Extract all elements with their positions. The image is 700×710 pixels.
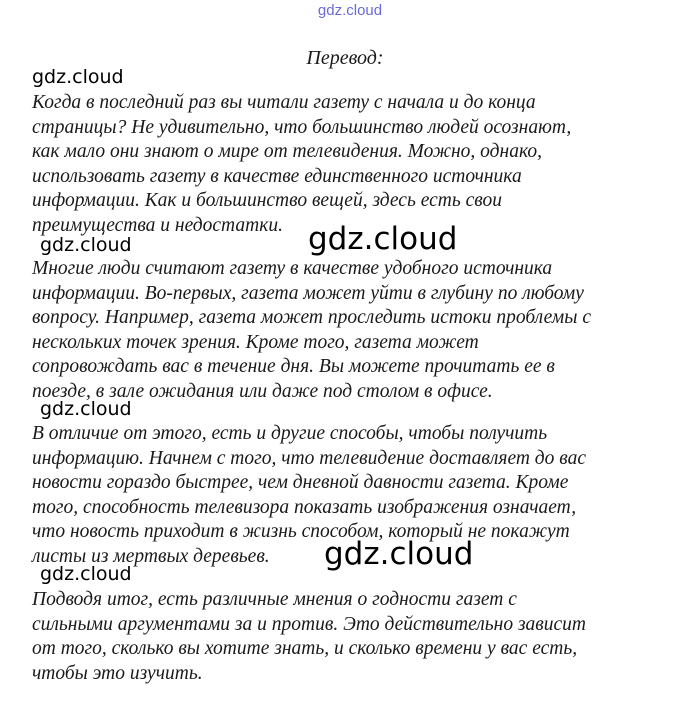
paragraph-line: страницы? Не удивительно, что большинство людей осознают, (32, 116, 572, 138)
paragraph-line: информации. Во-первых, газета может уйти в глубину по любому (32, 282, 584, 304)
paragraph-line: что новость приходит в жизнь способом, который не покажут (32, 521, 570, 543)
paragraph-line: В отличие от этого, есть и другие способы, чтобы получить (32, 423, 548, 444)
paragraph-line: использовать газету в качестве единственного источника (32, 165, 522, 187)
watermark-1: gdz.cloud (32, 66, 124, 88)
paragraph-line: поезде, в зале ожидания или даже под столом в офисе. (32, 380, 493, 402)
page-title: Перевод: (306, 47, 384, 69)
paragraph-line: вопросу. Например, газета может проследить истоки проблемы с (32, 307, 591, 329)
paragraph-line: сопровождать вас в течение дня. Вы можете прочитать ее в (32, 356, 555, 378)
paragraph-line: того, способность телевизора показать изображения означает, (32, 496, 577, 518)
paragraph-line: Подводя итог, есть различные мнения о годности газет с (32, 589, 517, 610)
watermark-2: gdz.cloud (40, 234, 132, 256)
paragraph-line: информацию. Начнем с того, что телевидение доставляет до вас (32, 447, 587, 469)
paragraph-4 (32, 588, 672, 686)
watermark-4: gdz.cloud (40, 563, 132, 585)
paragraph-line: листы из мертвых деревьев. (32, 545, 270, 567)
paragraph-line: чтобы это изучить. (32, 662, 203, 684)
watermark-top: gdz.cloud (317, 2, 383, 19)
watermark-big-1: gdz.cloud (308, 221, 458, 257)
paragraph-line: новости гораздо быстрее, чем дневной давности газета. Кроме (32, 472, 569, 494)
paragraph-line: информации. Как и большинство вещей, здесь есть свои (32, 190, 502, 212)
paragraph-line: от того, сколько вы хотите знать, и сколько времени у вас есть, (32, 638, 578, 660)
watermark-big-2: gdz.cloud (324, 536, 474, 572)
paragraph-1 (32, 91, 672, 239)
paragraph-2 (32, 257, 672, 405)
paragraph-line: Когда в последний раз вы читали газету с начала и до конца (32, 92, 536, 113)
watermark-3: gdz.cloud (40, 398, 132, 420)
paragraph-line: сильными аргументами за и против. Это действительно зависит (32, 613, 586, 635)
paragraph-line: Многие люди считают газету в качестве удобного источника (32, 258, 553, 279)
paragraph-line: преимущества и недостатки. (32, 214, 283, 236)
paragraph-line: как мало они знают о мире от телевидения. Можно, однако, (32, 141, 542, 163)
paragraph-line: нескольких точек зрения. Кроме того, газета может (32, 331, 479, 353)
